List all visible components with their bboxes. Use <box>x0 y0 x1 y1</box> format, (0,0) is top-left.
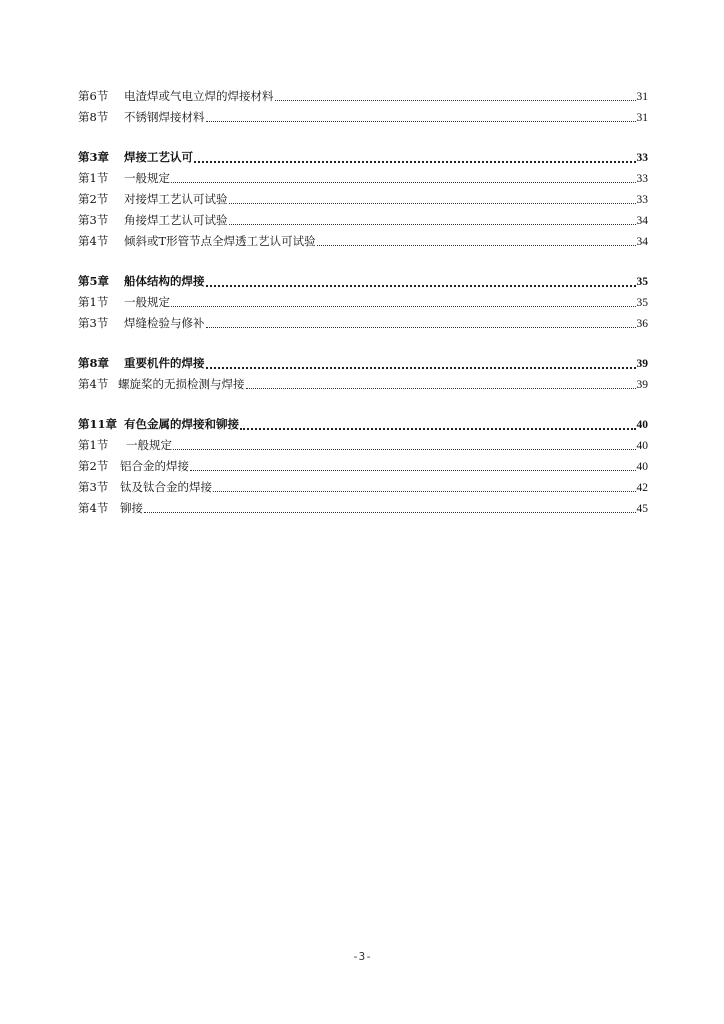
toc-entry[interactable] <box>78 374 648 395</box>
dot-leader <box>240 428 636 430</box>
toc-entry-title: 有色金属的焊接和铆接 <box>124 417 239 431</box>
toc-entry[interactable] <box>78 498 648 519</box>
toc-entry[interactable] <box>78 210 648 231</box>
toc-entry-number: 第3章 <box>78 150 110 164</box>
dot-leader <box>144 512 636 513</box>
toc-group <box>78 86 648 128</box>
toc-entry[interactable] <box>78 107 648 128</box>
dot-leader <box>171 306 636 307</box>
dot-leader <box>246 388 636 389</box>
dot-leader <box>229 224 636 225</box>
toc-entry-number: 第4节 <box>78 377 109 391</box>
toc-entry-number: 第3节 <box>78 213 109 227</box>
toc-entry[interactable] <box>78 231 648 252</box>
toc-entry-page: 40 <box>636 461 648 473</box>
toc-group <box>78 414 648 519</box>
dot-leader <box>206 121 636 122</box>
dot-leader <box>190 470 636 471</box>
toc-entry[interactable] <box>78 435 648 456</box>
toc-entry-page: 40 <box>636 419 648 431</box>
toc-entry-number: 第11章 <box>78 417 118 431</box>
toc-entry-title: 倾斜或T形管节点全焊透工艺认可试验 <box>124 234 316 248</box>
toc-entry-page: 33 <box>636 152 648 164</box>
toc-entry-number: 第8节 <box>78 110 109 124</box>
toc-entry-page: 45 <box>636 503 648 515</box>
dot-leader <box>317 245 636 246</box>
dot-leader <box>213 491 636 492</box>
dot-leader <box>206 285 636 287</box>
toc-entry-number: 第6节 <box>78 89 109 103</box>
toc-entry-page: 40 <box>636 440 648 452</box>
toc-entry-title: 重要机件的焊接 <box>124 356 205 370</box>
toc-chapter-entry[interactable] <box>78 414 648 435</box>
toc-entry[interactable] <box>78 86 648 107</box>
toc-entry-title: 电渣焊或气电立焊的焊接材料 <box>124 89 274 103</box>
dot-leader <box>275 100 636 101</box>
toc-entry[interactable] <box>78 456 648 477</box>
toc-entry-page: 31 <box>636 112 648 124</box>
toc-entry-page: 34 <box>636 215 648 227</box>
table-of-contents <box>78 86 648 538</box>
toc-entry-title: 焊缝检验与修补 <box>124 316 205 330</box>
toc-entry-title: 船体结构的焊接 <box>124 274 205 288</box>
toc-chapter-entry[interactable] <box>78 353 648 374</box>
toc-entry-number: 第1节 <box>78 171 109 185</box>
toc-entry-title: 一般规定 <box>126 438 172 452</box>
toc-entry[interactable] <box>78 292 648 313</box>
toc-entry-title: 不锈钢焊接材料 <box>124 110 205 124</box>
toc-entry-title: 一般规定 <box>124 295 170 309</box>
dot-leader <box>171 182 636 183</box>
dot-leader <box>229 203 636 204</box>
toc-entry-page: 35 <box>636 276 648 288</box>
toc-entry-title: 焊接工艺认可 <box>124 150 193 164</box>
toc-chapter-entry[interactable] <box>78 271 648 292</box>
toc-entry-title: 铆接 <box>120 501 143 515</box>
toc-entry-number: 第1节 <box>78 295 109 309</box>
dot-leader <box>206 367 636 369</box>
toc-entry-page: 39 <box>636 358 648 370</box>
toc-chapter-entry[interactable] <box>78 147 648 168</box>
toc-entry-title: 钛及钛合金的焊接 <box>120 480 212 494</box>
toc-entry-title: 一般规定 <box>124 171 170 185</box>
toc-entry-number: 第5章 <box>78 274 110 288</box>
toc-entry-page: 39 <box>636 379 648 391</box>
toc-entry-page: 36 <box>636 318 648 330</box>
toc-entry-number: 第3节 <box>78 316 109 330</box>
toc-group <box>78 353 648 395</box>
toc-entry-page: 33 <box>636 194 648 206</box>
toc-entry[interactable] <box>78 313 648 334</box>
toc-entry[interactable] <box>78 168 648 189</box>
page-number: -3- <box>352 950 372 963</box>
toc-entry-page: 42 <box>636 482 648 494</box>
toc-entry-number: 第4节 <box>78 501 109 515</box>
toc-entry-number: 第3节 <box>78 480 109 494</box>
dot-leader <box>173 449 636 450</box>
toc-entry-title: 铝合金的焊接 <box>120 459 189 473</box>
toc-entry-title: 螺旋桨的无损检测与焊接 <box>118 377 245 391</box>
toc-entry-number: 第1节 <box>78 438 109 452</box>
toc-entry-number: 第2节 <box>78 192 109 206</box>
toc-entry-page: 33 <box>636 173 648 185</box>
toc-entry[interactable] <box>78 477 648 498</box>
dot-leader <box>194 161 636 163</box>
toc-entry-number: 第8章 <box>78 356 110 370</box>
toc-entry-page: 34 <box>636 236 648 248</box>
toc-group <box>78 147 648 252</box>
toc-entry-title: 角接焊工艺认可试验 <box>124 213 228 227</box>
toc-entry-page: 31 <box>636 91 648 103</box>
toc-entry-page: 35 <box>636 297 648 309</box>
toc-group <box>78 271 648 334</box>
toc-entry-number: 第4节 <box>78 234 109 248</box>
toc-entry-title: 对接焊工艺认可试验 <box>124 192 228 206</box>
toc-entry-number: 第2节 <box>78 459 109 473</box>
toc-entry[interactable] <box>78 189 648 210</box>
dot-leader <box>206 327 636 328</box>
